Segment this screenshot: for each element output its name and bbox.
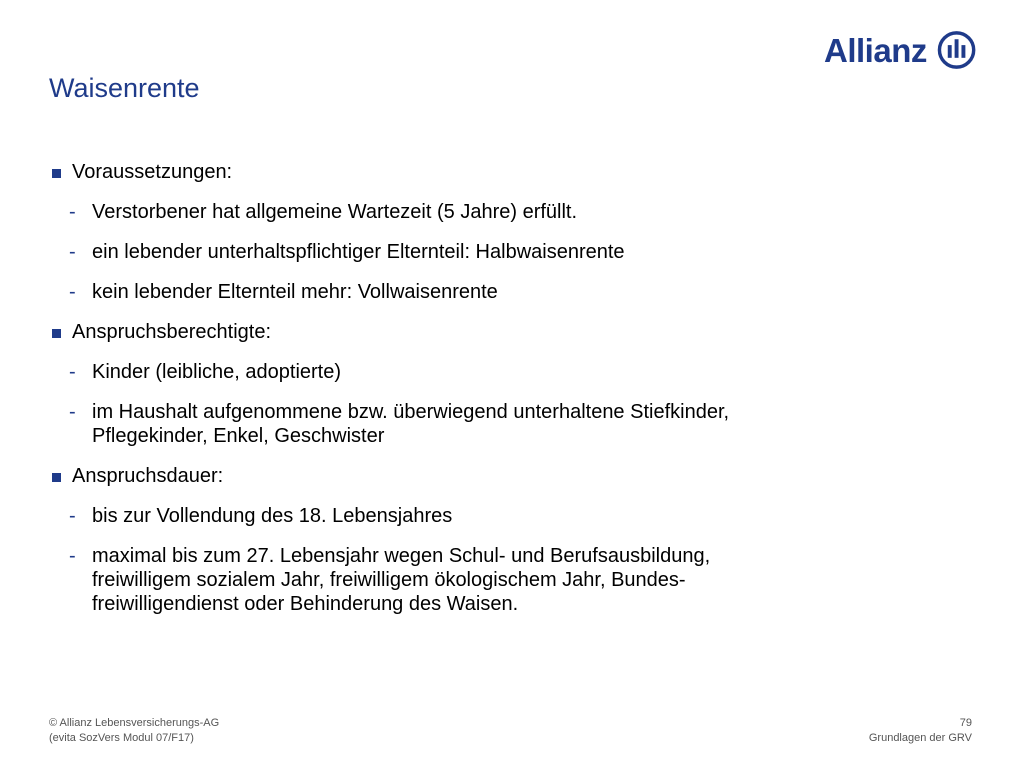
list-item-text: Pflegekinder, Enkel, Geschwister (92, 425, 385, 447)
list-item (49, 200, 949, 224)
section-heading (49, 464, 949, 488)
dash-bullet: - (69, 361, 76, 383)
list-item-text: im Haushalt aufgenommene bzw. überwiegend unterhaltene Stiefkinder, (92, 401, 730, 423)
dash-bullet: - (69, 281, 76, 303)
footer-copyright: © Allianz Lebensversicherungs-AG (49, 717, 220, 729)
dash-bullet: - (69, 505, 76, 527)
square-bullet-icon (52, 473, 61, 482)
slide-title: Waisenrente (49, 73, 200, 103)
list-item (49, 360, 949, 384)
list-item (49, 280, 949, 304)
list-item-text: freiwilligem sozialem Jahr, freiwilligem ökologischem Jahr, Bundes- (92, 569, 686, 591)
slide-content (49, 160, 949, 632)
section-heading-text: Anspruchsdauer: (72, 465, 224, 487)
section-heading-text: Anspruchsberechtigte: (72, 321, 272, 343)
list-item-text: ein lebender unterhaltspflichtiger Elternteil: Halbwaisenrente (92, 241, 625, 263)
square-bullet-icon (52, 329, 61, 338)
list-item-text: Kinder (leibliche, adoptierte) (92, 361, 342, 383)
list-item (49, 544, 949, 616)
section-heading (49, 320, 949, 344)
footer-left (49, 716, 219, 746)
list-item-text: maximal bis zum 27. Lebensjahr wegen Schul- und Berufsausbildung, (92, 545, 711, 567)
list-item-text: kein lebender Elternteil mehr: Vollwaisenrente (92, 281, 498, 303)
list-item-text: freiwilligendienst oder Behinderung des Waisen. (92, 593, 519, 615)
dash-bullet: - (69, 545, 76, 567)
list-item (49, 400, 949, 448)
logo-wordmark: Allianz (824, 31, 927, 69)
dash-bullet: - (69, 241, 76, 263)
allianz-logo (824, 28, 976, 72)
list-item (49, 240, 949, 264)
page-number: 79 (959, 717, 972, 729)
list-item-text: Verstorbener hat allgemeine Wartezeit (5 Jahre) erfüllt. (92, 201, 578, 223)
allianz-eagle-icon (937, 30, 976, 70)
section-heading (49, 160, 949, 184)
square-bullet-icon (52, 169, 61, 178)
footer-module: (evita SozVers Modul 07/F17) (49, 732, 194, 744)
footer-section: Grundlagen der GRV (868, 732, 972, 744)
section-heading-text: Voraussetzungen: (72, 161, 233, 183)
list-item (49, 504, 949, 528)
dash-bullet: - (69, 201, 76, 223)
dash-bullet: - (69, 401, 76, 423)
list-item-text: bis zur Vollendung des 18. Lebensjahres (92, 505, 453, 527)
footer-right (869, 716, 972, 746)
